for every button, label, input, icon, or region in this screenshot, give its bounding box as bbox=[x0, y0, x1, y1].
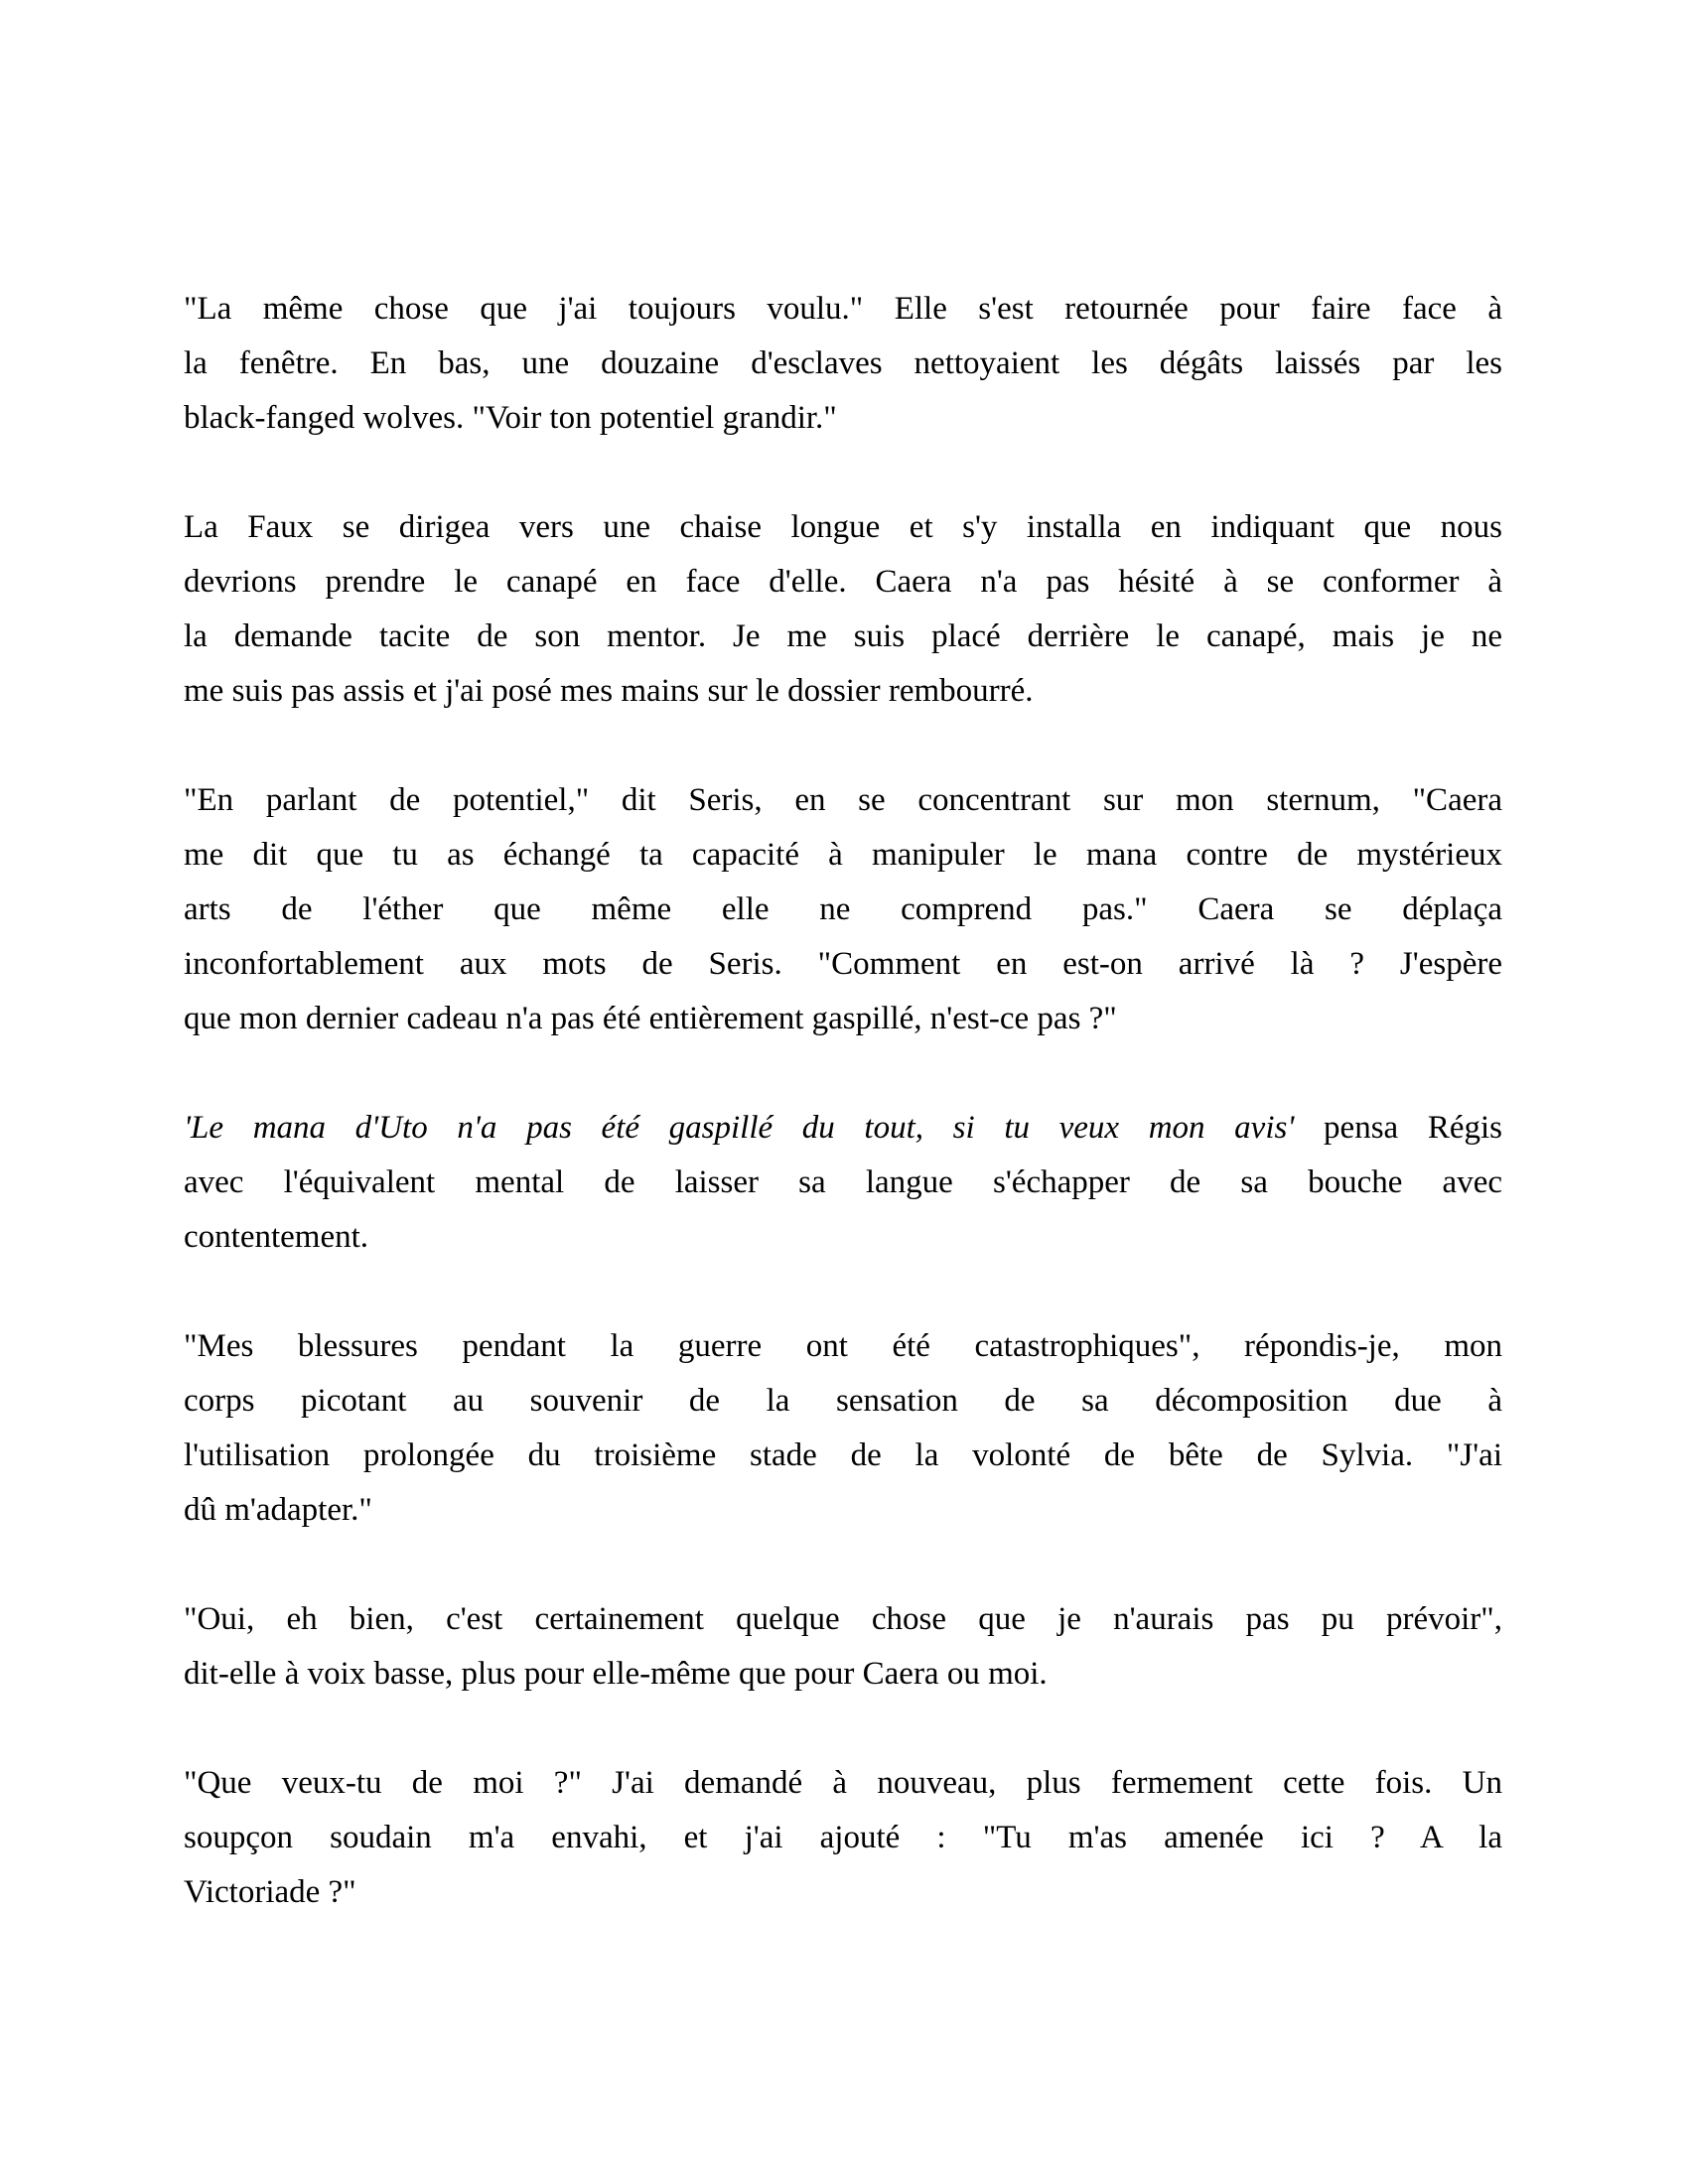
text-line: dû m'adapter." bbox=[184, 1492, 372, 1528]
text-line: "Que veux-tu de moi ?" J'ai demandé à nouveau, plus fermement cette fois. Un bbox=[184, 1765, 1502, 1801]
text-line: me suis pas assis et j'ai posé mes mains sur le dossier rembourré. bbox=[184, 673, 1034, 709]
paragraph-2 bbox=[184, 500, 1502, 719]
text-line: l'utilisation prolongée du troisième stade de la volonté de bête de Sylvia. "J'ai bbox=[184, 1437, 1502, 1473]
text-line: "La même chose que j'ai toujours voulu." Elle s'est retournée pour faire face à bbox=[184, 291, 1502, 327]
paragraph-5 bbox=[184, 1319, 1502, 1538]
text-line: me dit que tu as échangé ta capacité à manipuler le mana contre de mystérieux bbox=[184, 837, 1502, 873]
text-line: avec l'équivalent mental de laisser sa langue s'échapper de sa bouche avec bbox=[184, 1164, 1502, 1200]
text-run: pensa Régis bbox=[1294, 1110, 1502, 1146]
paragraph-1 bbox=[184, 282, 1502, 446]
text-line: devrions prendre le canapé en face d'elle. Caera n'a pas hésité à se conformer à bbox=[184, 564, 1502, 600]
text-line: que mon dernier cadeau n'a pas été entièrement gaspillé, n'est-ce pas ?" bbox=[184, 1001, 1117, 1036]
text-line: contentement. bbox=[184, 1219, 369, 1255]
text-line: "En parlant de potentiel," dit Seris, en se concentrant sur mon sternum, "Caera bbox=[184, 782, 1502, 818]
text-line bbox=[184, 1101, 1502, 1156]
text-line: la fenêtre. En bas, une douzaine d'esclaves nettoyaient les dégâts laissés par les bbox=[184, 345, 1502, 381]
paragraph-7 bbox=[184, 1756, 1502, 1920]
text-line: corps picotant au souvenir de la sensation de sa décomposition due à bbox=[184, 1383, 1502, 1419]
document-body bbox=[184, 282, 1502, 1920]
text-line: la demande tacite de son mentor. Je me suis placé derrière le canapé, mais je ne bbox=[184, 618, 1502, 654]
text-line: "Mes blessures pendant la guerre ont été catastrophiques", répondis-je, mon bbox=[184, 1328, 1502, 1364]
text-line: La Faux se dirigea vers une chaise longue et s'y installa en indiquant que nous bbox=[184, 509, 1502, 545]
text-line: arts de l'éther que même elle ne comprend pas." Caera se déplaça bbox=[184, 891, 1502, 927]
text-line: inconfortablement aux mots de Seris. "Comment en est-on arrivé là ? J'espère bbox=[184, 946, 1502, 982]
text-line: Victoriade ?" bbox=[184, 1874, 356, 1910]
text-line: black-fanged wolves. "Voir ton potentiel grandir." bbox=[184, 400, 837, 436]
paragraph-3 bbox=[184, 773, 1502, 1046]
text-line: dit-elle à voix basse, plus pour elle-même que pour Caera ou moi. bbox=[184, 1656, 1048, 1692]
italic-thought-text: 'Le mana d'Uto n'a pas été gaspillé du tout, si tu veux mon avis' bbox=[184, 1110, 1295, 1146]
paragraph-6 bbox=[184, 1592, 1502, 1702]
text-line: "Oui, eh bien, c'est certainement quelque chose que je n'aurais pas pu prévoir", bbox=[184, 1601, 1502, 1637]
text-line: soupçon soudain m'a envahi, et j'ai ajouté : "Tu m'as amenée ici ? A la bbox=[184, 1820, 1502, 1855]
paragraph-4 bbox=[184, 1101, 1502, 1265]
